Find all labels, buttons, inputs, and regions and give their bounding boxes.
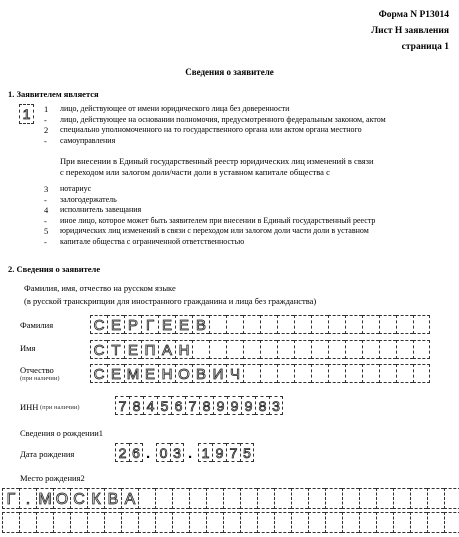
- char-cell: [325, 512, 342, 533]
- char-cell: [379, 364, 396, 383]
- char-cell: [362, 364, 379, 383]
- char-cell: [427, 488, 444, 509]
- char-cell: Е: [107, 364, 124, 383]
- char-cell: В: [192, 364, 209, 383]
- char-cell: [410, 488, 427, 509]
- inn-hint: (при наличии): [40, 404, 80, 411]
- char-cell: С: [90, 364, 107, 383]
- char-cell: [155, 488, 172, 509]
- applicant-option-extra-text: юридических лиц изменений в связи с переходом или залогом доли части доли в уставном: [60, 226, 369, 235]
- char-cell: [240, 488, 257, 509]
- char-cell: [243, 364, 260, 383]
- birth-place-field[interactable]: [2, 488, 459, 509]
- char-cell: [376, 488, 393, 509]
- char-cell: [362, 315, 379, 334]
- applicant-option-code: -: [44, 135, 47, 146]
- char-cell: [53, 512, 70, 533]
- char-cell: [189, 512, 206, 533]
- char-cell: 7: [185, 396, 199, 415]
- char-cell: [138, 488, 155, 509]
- char-cell: [277, 340, 294, 359]
- patronymic-field[interactable]: [90, 364, 430, 383]
- char-cell: [104, 512, 121, 533]
- char-cell: 0: [156, 443, 170, 462]
- char-cell: [328, 364, 345, 383]
- char-cell: В: [192, 315, 209, 334]
- char-cell: [294, 364, 311, 383]
- char-cell: [413, 315, 430, 334]
- char-cell: [393, 512, 410, 533]
- char-cell: 9: [212, 443, 226, 462]
- char-cell: 3: [269, 396, 283, 415]
- char-cell: 3: [170, 443, 184, 462]
- char-cell: [243, 340, 260, 359]
- page-label: страница 1: [401, 42, 449, 52]
- char-cell: [444, 512, 459, 533]
- char-cell: Т: [107, 340, 124, 359]
- char-cell: Е: [175, 315, 192, 334]
- char-cell: [223, 512, 240, 533]
- char-cell: О: [175, 364, 192, 383]
- birth-place-label: Место рождения2: [20, 473, 85, 483]
- char-cell: [328, 340, 345, 359]
- fio-title: Фамилия, имя, отчество на русском языке: [24, 283, 176, 293]
- char-cell: 1: [198, 443, 212, 462]
- fio-subtitle: (в русской транскрипции для иностранного гражданина и лица без гражданства): [24, 296, 317, 306]
- char-cell: [362, 340, 379, 359]
- char-cell: Е: [141, 364, 158, 383]
- char-cell: Н: [175, 340, 192, 359]
- birth-date-label: Дата рождения: [20, 449, 75, 459]
- char-cell: [138, 512, 155, 533]
- applicant-option-extra-text: капитале общества с ограниченной ответственностью: [60, 236, 245, 246]
- char-cell: 5: [240, 443, 254, 462]
- char-cell: [359, 512, 376, 533]
- char-cell: [274, 512, 291, 533]
- date-separator: .: [146, 445, 151, 462]
- applicant-option-text: лицо, действующее от имени юридического лица без доверенности: [60, 104, 290, 113]
- char-cell: А: [121, 488, 138, 509]
- char-cell: 8: [129, 396, 143, 415]
- char-cell: [260, 364, 277, 383]
- char-cell: [345, 340, 362, 359]
- char-cell: 7: [115, 396, 129, 415]
- name-field[interactable]: [90, 340, 430, 359]
- char-cell: [36, 512, 53, 533]
- char-cell: [277, 364, 294, 383]
- char-cell: [396, 315, 413, 334]
- char-cell: [206, 512, 223, 533]
- char-cell: 8: [255, 396, 269, 415]
- char-cell: О: [53, 488, 70, 509]
- char-cell: [342, 512, 359, 533]
- char-cell: [413, 340, 430, 359]
- applicant-option-extra-code: 4: [44, 205, 49, 215]
- birth-day-field[interactable]: [115, 443, 143, 462]
- char-cell: С: [90, 315, 107, 334]
- char-cell: [209, 340, 226, 359]
- char-cell: .: [19, 488, 36, 509]
- char-cell: [206, 488, 223, 509]
- char-cell: Р: [124, 315, 141, 334]
- birth-year-field[interactable]: [198, 443, 254, 462]
- char-cell: [345, 315, 362, 334]
- char-cell: М: [36, 488, 53, 509]
- char-cell: [172, 512, 189, 533]
- char-cell: П: [141, 340, 158, 359]
- char-cell: [311, 364, 328, 383]
- patronymic-label: Отчество: [20, 365, 54, 375]
- birth-title: Сведения о рождении1: [20, 428, 104, 438]
- char-cell: 9: [227, 396, 241, 415]
- char-cell: 4: [143, 396, 157, 415]
- birth-place-field-line-2[interactable]: [2, 512, 459, 533]
- char-cell: [396, 364, 413, 383]
- sheet-label: Лист Н заявления: [371, 26, 449, 36]
- char-cell: [243, 315, 260, 334]
- char-cell: [345, 364, 362, 383]
- char-cell: 7: [226, 443, 240, 462]
- char-cell: С: [90, 340, 107, 359]
- char-cell: [325, 488, 342, 509]
- birth-month-field[interactable]: [156, 443, 184, 462]
- applicant-option-extra-text: залогодержатель: [60, 194, 117, 204]
- char-cell: [379, 340, 396, 359]
- char-cell: [396, 340, 413, 359]
- char-cell: К: [87, 488, 104, 509]
- char-cell: [444, 488, 459, 509]
- char-cell: [311, 340, 328, 359]
- surname-field[interactable]: [90, 315, 430, 334]
- char-cell: [328, 315, 345, 334]
- applicant-option-text: специально уполномоченного на то государственного органа или актом органа местного: [60, 125, 362, 134]
- char-cell: [294, 315, 311, 334]
- form-number: Форма N Р13014: [378, 10, 449, 20]
- applicant-option-code: -: [44, 114, 47, 125]
- char-cell: [410, 512, 427, 533]
- char-cell: [223, 488, 240, 509]
- char-cell: [260, 315, 277, 334]
- char-cell: Е: [158, 315, 175, 334]
- char-cell: [308, 512, 325, 533]
- char-cell: [226, 340, 243, 359]
- applicant-option-extra-text: исполнитель завещания: [60, 205, 142, 214]
- char-cell: [70, 512, 87, 533]
- char-cell: [294, 340, 311, 359]
- section1-heading: 1. Заявителем является: [8, 89, 99, 99]
- char-cell: [413, 364, 430, 383]
- applicant-option-extra-code: -: [44, 236, 47, 247]
- char-cell: Е: [124, 340, 141, 359]
- char-cell: [393, 488, 410, 509]
- surname-label: Фамилия: [20, 320, 54, 330]
- char-cell: [376, 512, 393, 533]
- char-cell: [291, 512, 308, 533]
- inn-label: ИНН: [20, 402, 39, 412]
- section2-heading: 2. Сведения о заявителе: [8, 264, 101, 274]
- char-cell: 2: [115, 443, 129, 462]
- name-label: Имя: [20, 343, 36, 353]
- char-cell: [87, 512, 104, 533]
- char-cell: [189, 488, 206, 509]
- patronymic-hint: (при наличии): [20, 375, 60, 382]
- char-cell: 9: [213, 396, 227, 415]
- applicant-option-extra-code: 5: [44, 226, 49, 236]
- char-cell: [260, 340, 277, 359]
- date-separator: .: [188, 445, 193, 462]
- char-cell: 5: [157, 396, 171, 415]
- applicant-option-code: 1: [44, 104, 49, 114]
- applicant-option-extra-text: иное лицо, которое может быть заявителем при внесении в Единый государственный реестр: [60, 215, 376, 225]
- char-cell: Ч: [226, 364, 243, 383]
- char-cell: [257, 512, 274, 533]
- char-cell: Г: [2, 488, 19, 509]
- char-cell: [311, 315, 328, 334]
- char-cell: 6: [171, 396, 185, 415]
- note-line-1: При внесении в Единый государственный реестр юридических лиц изменений в связи: [60, 156, 374, 166]
- char-cell: Г: [141, 315, 158, 334]
- inn-field[interactable]: [115, 396, 283, 415]
- char-cell: [274, 488, 291, 509]
- char-cell: 8: [199, 396, 213, 415]
- char-cell: 9: [241, 396, 255, 415]
- applicant-option-text: лицо, действующее на основании полномочия, предусмотренного федеральным законом, актом: [60, 114, 386, 124]
- char-cell: [19, 512, 36, 533]
- char-cell: И: [209, 364, 226, 383]
- char-cell: [277, 315, 294, 334]
- char-cell: [240, 512, 257, 533]
- applicant-option-code: 2: [44, 125, 49, 135]
- page-title: Сведения о заявителе: [185, 67, 274, 77]
- applicant-option-extra-text: нотариус: [60, 184, 92, 193]
- char-cell: В: [104, 488, 121, 509]
- char-cell: М: [124, 364, 141, 383]
- char-cell: [342, 488, 359, 509]
- applicant-option-text: самоуправления: [60, 135, 116, 145]
- char-cell: [291, 488, 308, 509]
- char-cell: [209, 315, 226, 334]
- char-cell: [192, 340, 209, 359]
- char-cell: 6: [129, 443, 143, 462]
- char-cell: С: [70, 488, 87, 509]
- char-cell: [427, 512, 444, 533]
- char-cell: А: [158, 340, 175, 359]
- char-cell: [155, 512, 172, 533]
- applicant-option-extra-code: -: [44, 215, 47, 226]
- applicant-type-code-box[interactable]: 1: [19, 104, 34, 124]
- char-cell: [121, 512, 138, 533]
- char-cell: [2, 512, 19, 533]
- applicant-option-extra-code: 3: [44, 184, 49, 194]
- note-line-2: с переходом или залогом доли/части доли в уставном капитале общества с: [60, 167, 330, 177]
- char-cell: Е: [107, 315, 124, 334]
- char-cell: [172, 488, 189, 509]
- char-cell: [257, 488, 274, 509]
- char-cell: Н: [158, 364, 175, 383]
- char-cell: [226, 315, 243, 334]
- char-cell: [359, 488, 376, 509]
- char-cell: [308, 488, 325, 509]
- char-cell: [379, 315, 396, 334]
- applicant-option-extra-code: -: [44, 194, 47, 205]
